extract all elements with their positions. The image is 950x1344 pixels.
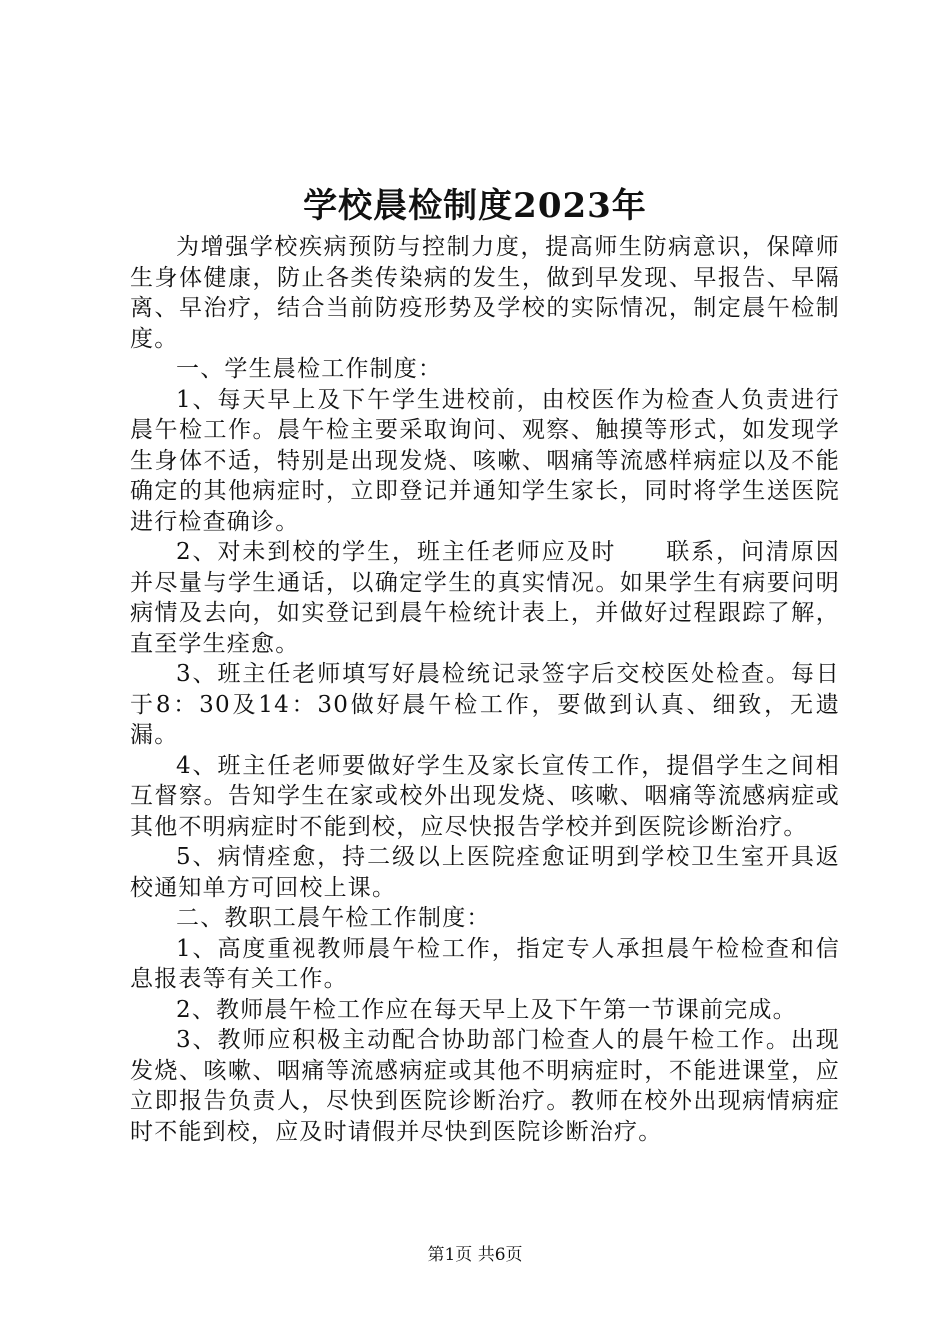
paragraph-intro: 为增强学校疾病预防与控制力度，提高师生防病意识，保障师生身体健康，防止各类传染病的发生，做到早发现、早报告、早隔离、早治疗，结合当前防疫形势及学校的实际情况，制定晨午检制度。	[130, 234, 840, 352]
paragraph-student-rule-3: 3、班主任老师填写好晨检统记录签字后交校医处检查。每日于8：30及14：30做好晨午检工作，要做到认真、细致，无遗漏。	[130, 661, 840, 748]
page-number-footer: 第1页 共6页	[427, 1245, 523, 1265]
paragraph-student-rule-5: 5、病情痊愈，持二级以上医院痊愈证明到学校卫生室开具返校通知单方可回校上课。	[130, 844, 840, 901]
section-heading-staff: 二、教职工晨午检工作制度：	[176, 905, 491, 931]
paragraph-staff-rule-1: 1、高度重视教师晨午检工作，指定专人承担晨午检检查和信息报表等有关工作。	[130, 935, 840, 992]
paragraph-student-rule-4: 4、班主任老师要做好学生及家长宣传工作，提倡学生之间相互督察。告知学生在家或校外出现发烧、咳嗽、咽痛等流感病症或其他不明病症时不能到校，应尽快报告学校并到医院诊断治疗。	[130, 752, 840, 840]
paragraph-student-rule-2: 2、对未到校的学生，班主任老师应及时 联系，问清原因并尽量与学生通话，以确定学生的真实情况。如果学生有病要问明病情及去向，如实登记到晨午检统计表上，并做好过程跟踪了解，直至学生痊愈。	[130, 539, 840, 657]
paragraph-staff-rule-3: 3、教师应积极主动配合协助部门检查人的晨午检工作。出现发烧、咳嗽、咽痛等流感病症或其他不明病症时，不能进课堂，应立即报告负责人，尽快到医院诊断治疗。教师在校外出现病情病症时不能到校，应及时请假并尽快到医院诊断治疗。	[130, 1027, 840, 1145]
document-body	[130, 232, 840, 1147]
section-heading-students: 一、学生晨检工作制度：	[176, 356, 443, 382]
paragraph-staff-rule-2: 2、教师晨午检工作应在每天早上及下午第一节课前完成。	[176, 996, 797, 1023]
paragraph-student-rule-1: 1、每天早上及下午学生进校前，由校医作为检查人负责进行晨午检工作。晨午检主要采取询问、观察、触摸等形式，如发现学生身体不适，特别是出现发烧、咳嗽、咽痛等流感样病症以及不能确定的其他病症时，立即登记并通知学生家长，同时将学生送医院进行检查确诊。	[130, 386, 840, 535]
page-title: 学校晨检制度2023年	[303, 186, 647, 226]
